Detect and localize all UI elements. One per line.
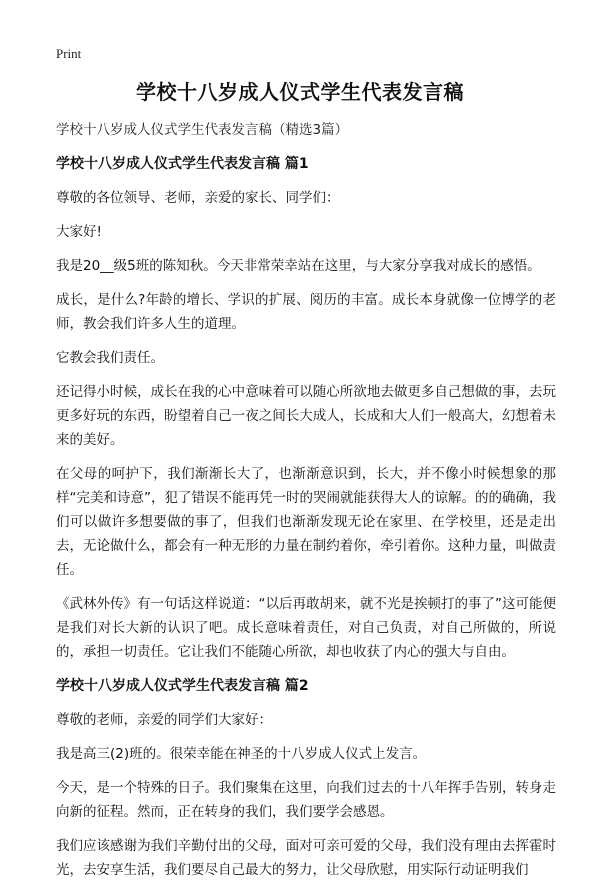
paragraph: 尊敬的老师，亲爱的同学们大家好： — [56, 712, 272, 728]
section-heading: 学校十八岁成人仪式学生代表发言稿 篇1 — [56, 156, 309, 172]
print-link[interactable]: Print — [56, 46, 82, 61]
paragraph: 还记得小时候，成长在我的心中意味着可以随心所欲地去做更多自己想做的事，去玩更多好玩的东西，盼望着自己一夜之间长大成人，长成和大人们一般高大，幻想着未来的美好。 — [56, 384, 556, 448]
section-heading: 学校十八岁成人仪式学生代表发言稿 篇2 — [56, 678, 309, 694]
paragraph: 成长，是什么?年龄的增长、学识的扩展、阅历的丰富。成长本身就像一位博学的老师，教会我们许多人生的道理。 — [56, 292, 556, 332]
paragraph: 在父母的呵护下，我们渐渐长大了，也渐渐意识到，长大，并不像小时候想象的那样“完美和诗意”，犯了错误不能再凭一时的哭闹就能获得大人的谅解。的的确确，我们可以做许多想要做的事了，但我们也渐渐发现无论在家里、在学校里，还是走出去，无论做什么，都会有一种无形的力量在制约着你，牵引着你。这种力量，叫做责任。 — [56, 466, 556, 578]
document-subtitle: 学校十八岁成人仪式学生代表发言稿（精选3篇） — [56, 122, 349, 138]
paragraph: 《武林外传》有一句话这样说道：“以后再敢胡来，就不光是挨顿打的事了”这可能便是我们对长大新的认识了吧。成长意味着责任，对自己负责，对自己所做的，所说的，承担一切责任。它让我们不能随心所欲，却也收获了内心的强大与自由。 — [56, 596, 556, 660]
document-body — [56, 118, 556, 892]
paragraph: 尊敬的各位领导、老师，亲爱的家长、同学们： — [56, 190, 340, 206]
paragraph: 我是高三(2)班的。很荣幸能在神圣的十八岁成人仪式上发言。 — [56, 746, 427, 762]
paragraph: 大家好! — [56, 224, 102, 240]
page-title: 学校十八岁成人仪式学生代表发言稿 — [136, 80, 464, 104]
paragraph: 我是20__级5班的陈知秋。今天非常荣幸站在这里，与大家分享我对成长的感悟。 — [56, 258, 541, 274]
paragraph: 今天，是一个特殊的日子。我们聚集在这里，向我们过去的十八年挥手告别，转身走向新的征程。然而，正在转身的我们，我们要学会感恩。 — [56, 780, 556, 820]
paragraph: 我们应该感谢为我们辛勤付出的父母，面对可亲可爱的父母，我们没有理由去挥霍时光，去安享生活，我们要尽自己最大的努力，让父母欣慰，用实际行动证明我们 — [56, 838, 556, 878]
paragraph: 它教会我们责任。 — [56, 350, 164, 366]
